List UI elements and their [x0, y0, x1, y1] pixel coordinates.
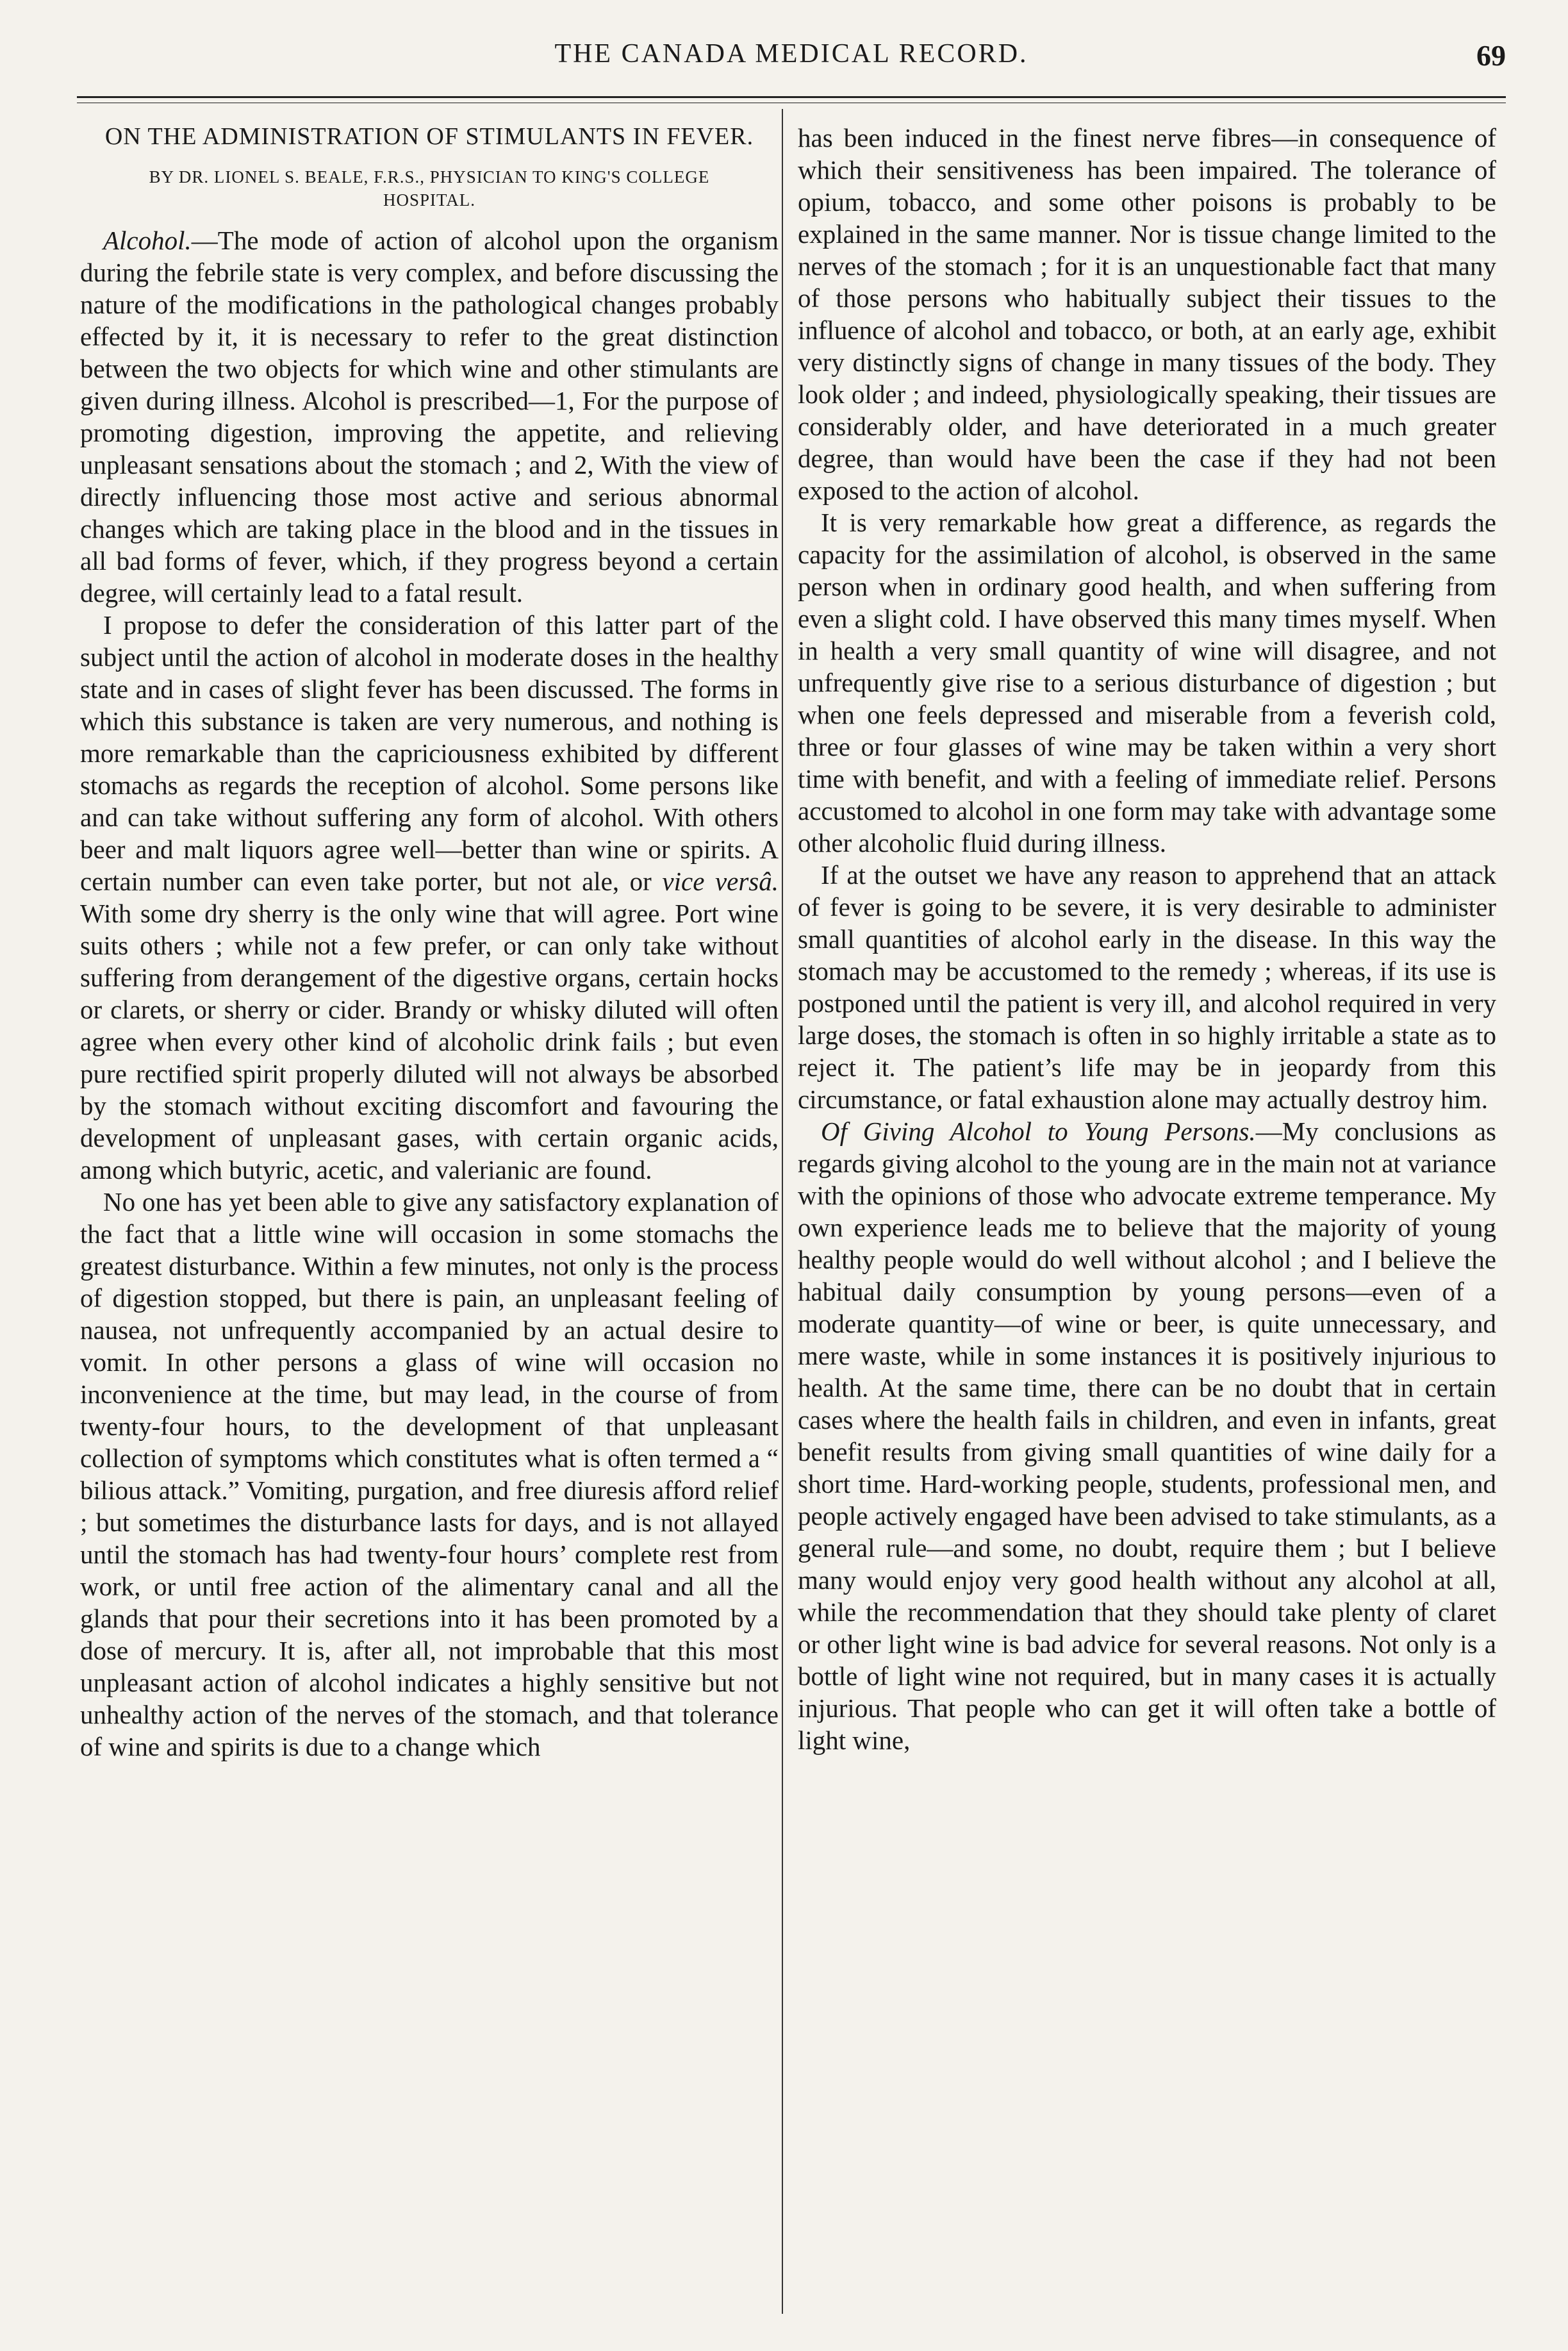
header-rule [77, 96, 1506, 98]
paragraph-text: With some dry sherry is the only wine that will agree. Port wine suits others ; while not a few prefer, or can only take without suffering from derangement of the digestive organs, certain hocks or clarets, or sherry or cider. Brandy or whisky diluted will often agree when every other kind of alcoholic drink fails ; but even pure rectified spirit properly diluted will not always be absorbed by the stomach without exciting discomfort and favouring the development of unpleasant gases, with certain organic acids, among which butyric, acetic, and valerianic are found. [80, 899, 779, 1184]
paragraph-young-persons [798, 1115, 1496, 1756]
paragraph-text: —The mode of action of alcohol upon the organism during the febrile state is very complex, and before discussing the nature of the modifications in the pathological changes probably effected by it, it is necessary to refer to the great distinction between the two objects for which wine and other stimulants are given during illness. Alcohol is prescribed—1, For the purpose of promoting digestion, improving the appetite, and relieving unpleasant sensations about the stomach ; and 2, With the view of directly influencing those most active and serious abnormal changes which are taking place in the blood and in the tissues in all bad forms of fever, which, if they progress beyond a certain degree, will certainly lead to a fatal result. [80, 226, 779, 608]
paragraph-text: I propose to defer the consideration of this latter part of the subject until the action of alcohol in moderate doses in the healthy state and in cases of slight fever has been discussed. The forms in which this substance is taken are very numerous, and nothing is more remarkable than the capriciousness exhibited by different stomachs as regards the reception of alcohol. Some persons like and can take without suffering any form of alcohol. With others beer and malt liquors agree well—better than wine or spirits. A certain number can even take porter, but not ale, or [80, 610, 779, 896]
italic-phrase: vice versâ. [662, 867, 779, 896]
right-column [798, 122, 1496, 2314]
article-byline: BY DR. LIONEL S. BEALE, F.R.S., PHYSICIAN TO KING'S COLLEGE HOSPITAL. [149, 167, 710, 210]
column-divider [782, 109, 783, 2314]
paragraph-alcohol [80, 224, 779, 609]
running-head [77, 38, 1506, 83]
paragraph-outset: If at the outset we have any reason to apprehend that an attack of fever is going to be severe, it is very desirable to administer small quantities of alcohol early in the disease. In this way the stomach may be accustomed to the remedy ; whereas, if its use is postponed until the patient is very ill, and alcohol required in very large doses, the stomach is often in so highly irritable a state as to reject it. The patient’s life may be in jeopardy from this circumstance, or fatal exhaustion alone may actually destroy him. [798, 860, 1496, 1114]
article-title: ON THE ADMINISTRATION OF STIMULANTS IN FEVER. [104, 123, 754, 150]
paragraph-text: —My conclusions as regards giving alcohol to the young are in the main not at variance with the opinions of those who advocate extreme temperance. My own experience leads me to believe that the majority of young healthy people would do well without alcohol ; and I believe the habitual daily consumption by young persons—even of a moderate quantity—of wine or beer, is quite unnecessary, and mere waste, while in some instances it is positively injurious to health. At the same time, there can be no doubt that in certain cases where the health fails in children, and even in infants, great benefit results from giving small quantities of wine daily for a short time. Hard-working people, students, professional men, and people actively engaged have been advised to take stimulants, as a general rule—and some, no doubt, require them ; but I believe many would enjoy very good health without any alcohol at all, while the recommendation that they should take plenty of claret or other light wine is bad advice for several reasons. Not only is a bottle of light wine not required, but in many cases it is actually injurious. That people who can get it will often take a bottle of light wine, [798, 1117, 1496, 1755]
journal-title: THE CANADA MEDICAL RECORD. [554, 39, 1028, 69]
paragraph-assimilation: It is very remarkable how great a difference, as regards the capacity for the assimilation of alcohol, is observed in the same person when in ordinary good health, and when suffering from even a slight cold. I have observed this many times myself. When in health a very small quantity of wine will disagree, and not unfrequently give rise to a serious disturbance of digestion ; but when one feels depressed and miserable from a feverish cold, three or four glasses of wine may be taken within a very short time with benefit, and with a feeling of immediate relief. Persons accustomed to alcohol in one form may take with advantage some other alcoholic fluid during illness. [798, 508, 1496, 858]
paragraph-continuation: has been induced in the finest nerve fibres—in consequence of which their sensitiveness has been impaired. The tolerance of opium, tobacco, and some other poisons is probably to be explained in the same manner. Nor is tissue change limited to the nerves of the stomach ; for it is an unquestionable fact that many of those persons who habitually subject their tissues to the influence of alcohol and tobacco, or both, at an early age, exhibit very distinctly signs of change in many tissues of the body. They look older ; and indeed, physiologically speaking, their tissues are considerably older, and have deteriorated in a much greater degree, than would have been the case if they had not been exposed to the action of alcohol. [798, 123, 1496, 505]
left-column [80, 122, 779, 2314]
run-in-heading: Alcohol. [103, 226, 192, 255]
paragraph-disturbance: No one has yet been able to give any satisfactory explanation of the fact that a little wine will occasion in some stomachs the greatest disturbance. Within a few minutes, not only is the process of digestion stopped, but there is pain, an unpleasant feeling of nausea, not unfrequently accompanied by an actual desire to vomit. In other persons a glass of wine will occasion no inconvenience at the time, but may lead, in the course of from twenty-four hours, to the development of that unpleasant collection of symptoms which constitutes what is often termed a “ bilious attack.” Vomiting, purgation, and free diuresis afford relief ; but sometimes the disturbance lasts for days, and is not allayed until the stomach has had twenty-four hours’ complete rest from work, or until free action of the alimentary canal and all the glands that pour their secretions into it has been promoted by a dose of mercury. It is, after all, not improbable that this most unpleasant action of alcohol indicates a highly sensitive but not unhealthy action of the nerves of the stomach, and that tolerance of wine and spirits is due to a change which [80, 1187, 779, 1761]
run-in-heading: Of Giving Alcohol to Young Persons. [821, 1117, 1256, 1146]
paragraph-forms [80, 609, 779, 1186]
page-number: 69 [1476, 39, 1506, 72]
